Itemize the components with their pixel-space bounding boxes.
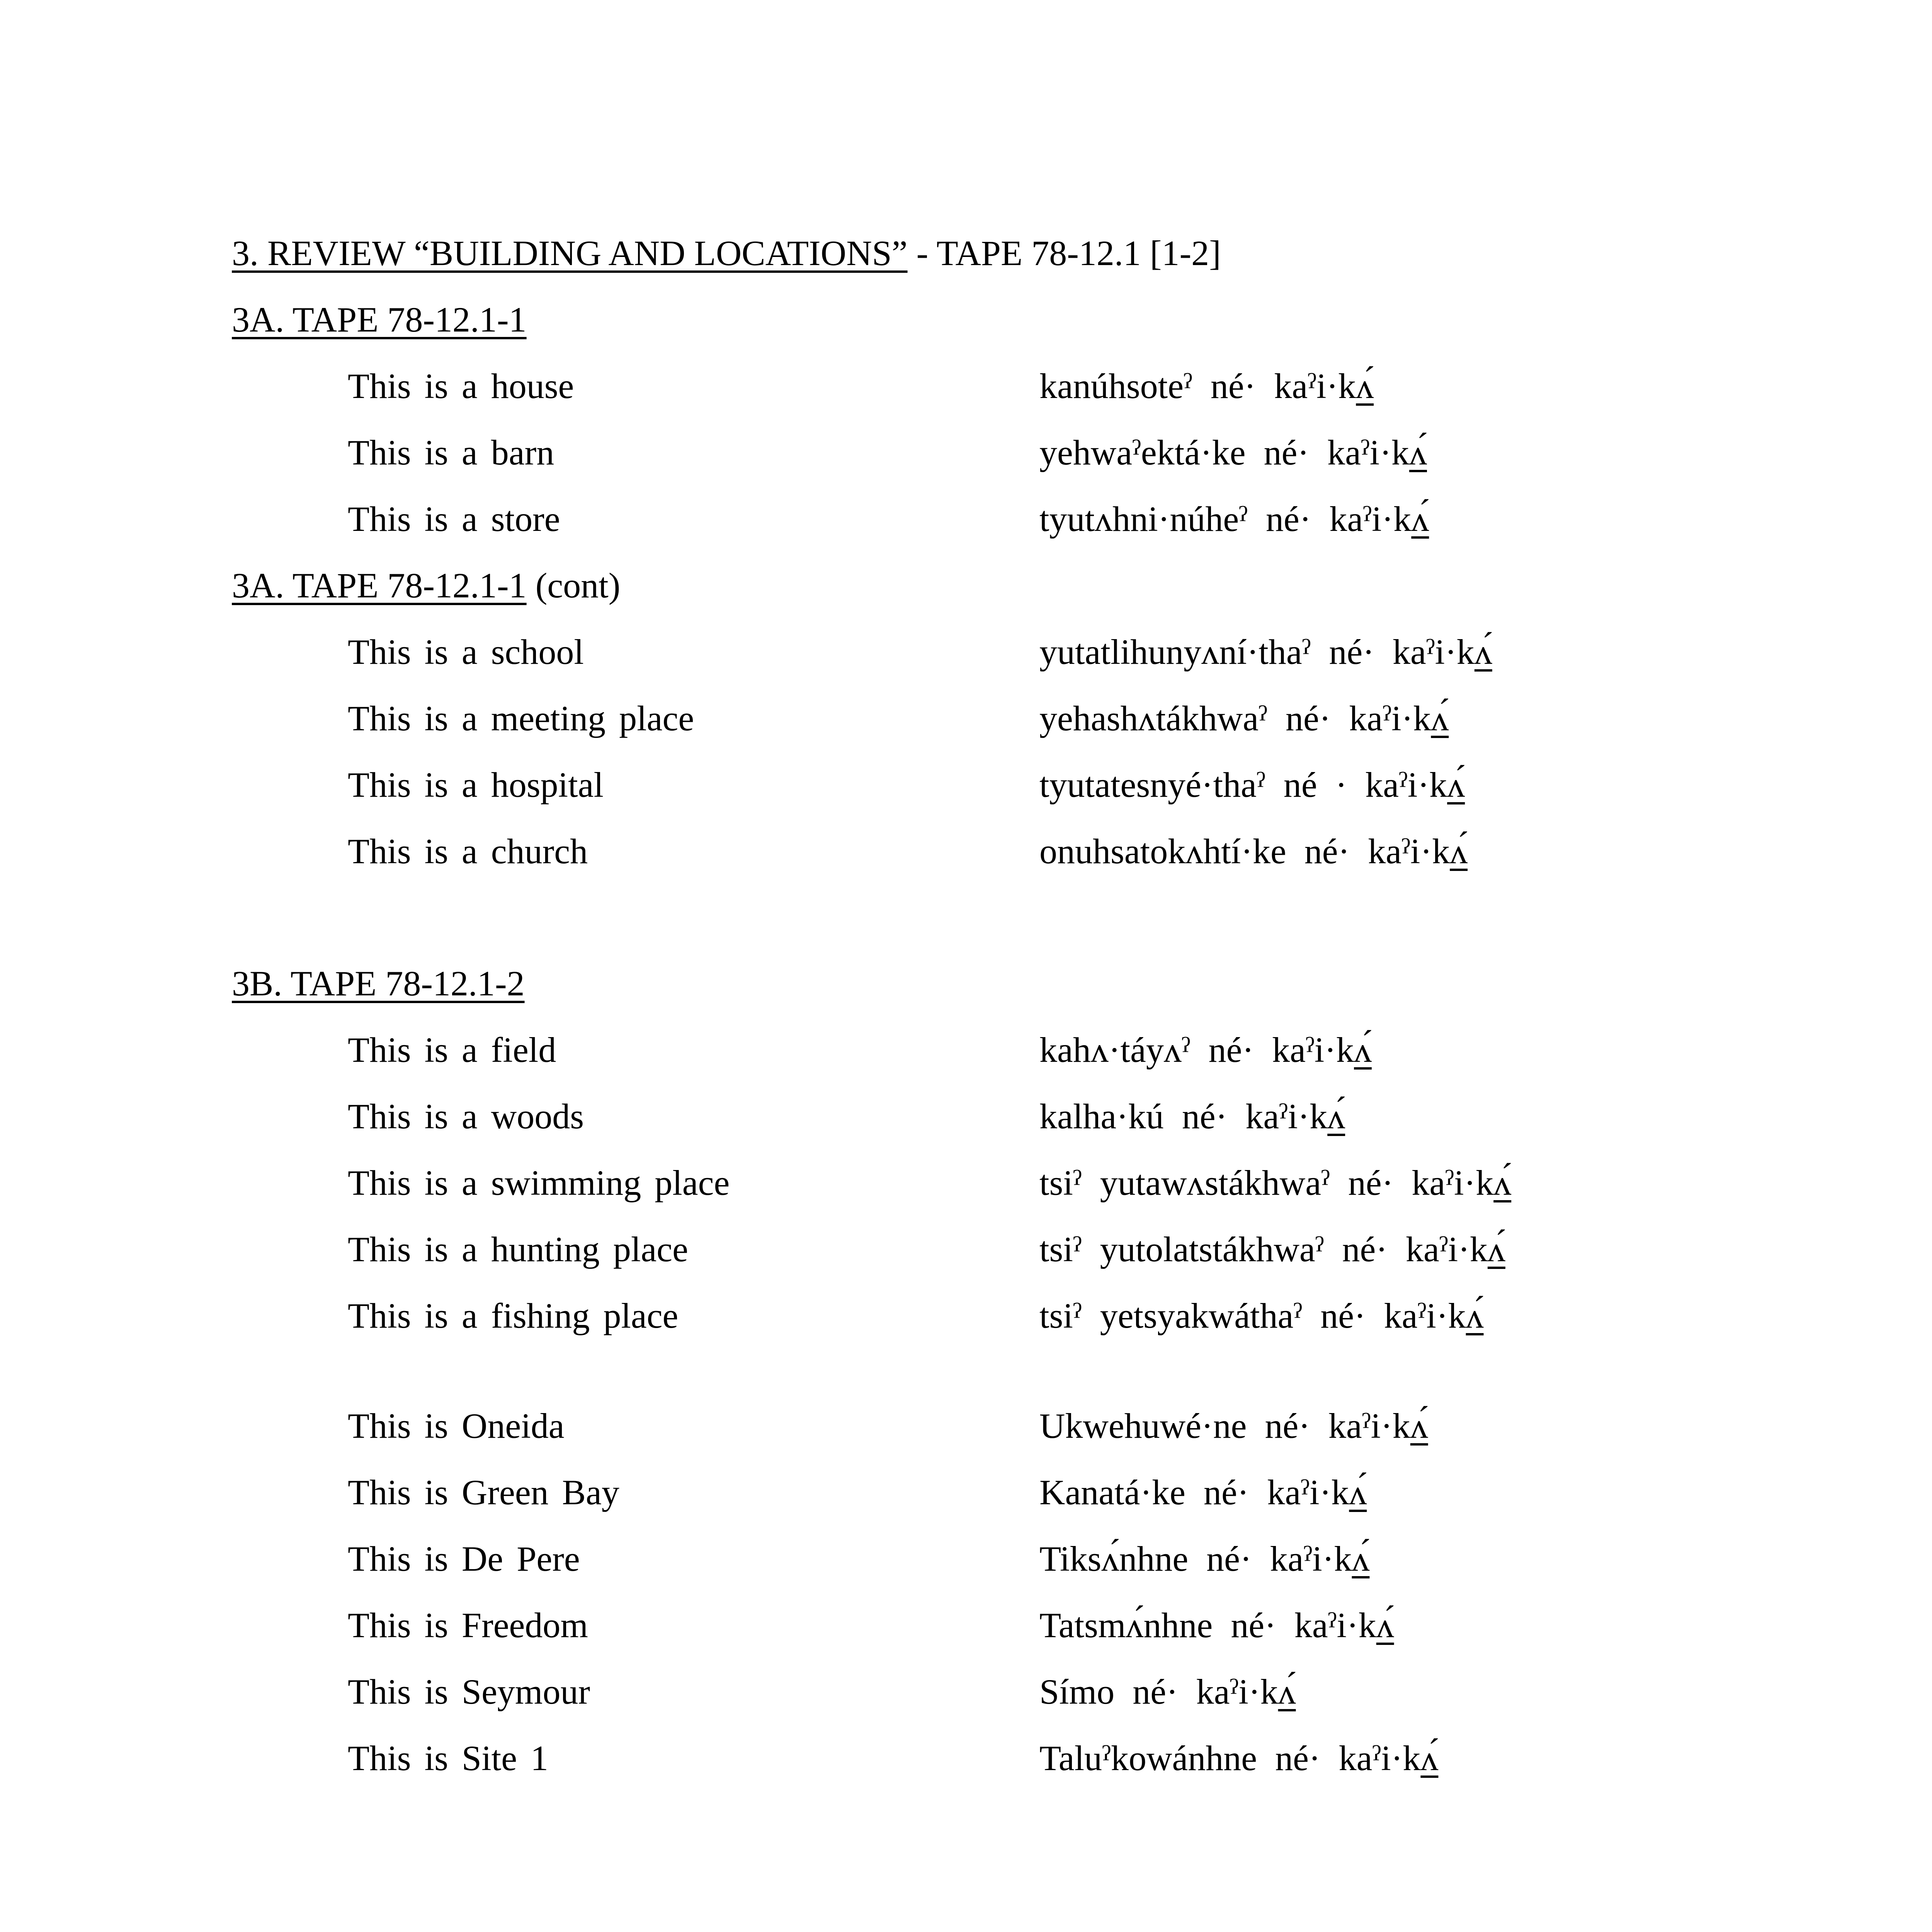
english-phrase: This is Freedom [348, 1605, 588, 1645]
english-phrase: This is Site 1 [348, 1738, 549, 1778]
vocab-row [0, 1401, 1932, 1451]
english-phrase: This is a field [348, 1030, 556, 1070]
english-phrase: This is a house [348, 366, 574, 406]
title-underlined: 3. REVIEW “BUILDING AND LOCATIONS” [232, 233, 908, 273]
oneida-phrase: kahʌ·táyʌˀ né· kaˀi·kʌ́ [1039, 1030, 1372, 1070]
oneida-phrase: Tiksʌ́nhne né· kaˀi·kʌ́ [1039, 1539, 1370, 1578]
vocab-row [0, 1091, 1932, 1141]
english-phrase: This is Seymour [348, 1672, 590, 1711]
document-title [0, 228, 1932, 278]
english-phrase: This is De Pere [348, 1539, 580, 1578]
oneida-phrase: Símo né· kaˀi·kʌ́ [1039, 1672, 1296, 1711]
vocab-row [0, 494, 1932, 544]
english-phrase: This is a church [348, 832, 588, 871]
vocab-row [0, 1224, 1932, 1274]
vocab-row [0, 826, 1932, 876]
oneida-phrase: yutatlihunyʌní·thaˀ né· kaˀi·kʌ́ [1039, 632, 1492, 672]
vocab-row [0, 427, 1932, 478]
vocab-row [0, 1600, 1932, 1650]
oneida-phrase: onuhsatokʌhtí·ke né· kaˀi·kʌ́ [1039, 832, 1468, 871]
vocab-row [0, 760, 1932, 810]
vocab-row [0, 693, 1932, 743]
oneida-phrase: kalha·kú né· kaˀi·kʌ́ [1039, 1097, 1345, 1136]
oneida-phrase: Tatsmʌ́nhne né· kaˀi·kʌ́ [1039, 1605, 1394, 1645]
english-phrase: This is a hunting place [348, 1230, 688, 1269]
section-heading: 3A. TAPE 78-12.1-1 [232, 300, 527, 339]
vocab-row [0, 627, 1932, 677]
oneida-phrase: tsiˀ yetsyakwáthaˀ né· kaˀi·kʌ́ [1039, 1296, 1484, 1335]
vocab-row [0, 1025, 1932, 1075]
vocab-row [0, 361, 1932, 411]
oneida-phrase: Taluˀkowánhne né· kaˀi·kʌ́ [1039, 1738, 1439, 1778]
oneida-phrase: kanúhsoteˀ né· kaˀi·kʌ́ [1039, 366, 1374, 406]
english-phrase: This is a fishing place [348, 1296, 679, 1335]
oneida-phrase: Kanatá·ke né· kaˀi·kʌ́ [1039, 1473, 1367, 1512]
english-phrase: This is Oneida [348, 1406, 565, 1446]
vocab-row [0, 1534, 1932, 1584]
english-phrase: This is a swimming place [348, 1163, 730, 1202]
english-phrase: This is a hospital [348, 765, 604, 804]
oneida-phrase: tsiˀ yutolatstákhwaˀ né· kaˀi·kʌ́ [1039, 1230, 1505, 1269]
vocab-row [0, 1733, 1932, 1783]
oneida-phrase: tyutatesnyé·thaˀ né · kaˀi·kʌ́ [1039, 765, 1465, 804]
oneida-phrase: yehwaˀektá·ke né· kaˀi·kʌ́ [1039, 433, 1427, 472]
section-heading: 3A. TAPE 78-12.1-1 (cont) [232, 566, 621, 605]
oneida-phrase: tyutʌhni·núheˀ né· kaˀi·kʌ́ [1039, 499, 1429, 539]
oneida-phrase: yehashʌtákhwaˀ né· kaˀi·kʌ́ [1039, 699, 1449, 738]
vocab-row [0, 1667, 1932, 1717]
english-phrase: This is a barn [348, 433, 554, 472]
vocab-row [0, 1291, 1932, 1341]
vocab-row [0, 1467, 1932, 1517]
english-phrase: This is a store [348, 499, 560, 539]
english-phrase: This is a woods [348, 1097, 584, 1136]
section-heading: 3B. TAPE 78-12.1-2 [232, 964, 525, 1003]
vocab-row [0, 1158, 1932, 1208]
english-phrase: This is Green Bay [348, 1473, 619, 1512]
title-tape: - TAPE 78-12.1 [1-2] [907, 233, 1221, 273]
english-phrase: This is a meeting place [348, 699, 694, 738]
oneida-phrase: Ukwehuwé·ne né· kaˀi·kʌ́ [1039, 1406, 1428, 1446]
english-phrase: This is a school [348, 632, 584, 672]
oneida-phrase: tsiˀ yutawʌstákhwaˀ né· kaˀi·kʌ́ [1039, 1163, 1512, 1202]
